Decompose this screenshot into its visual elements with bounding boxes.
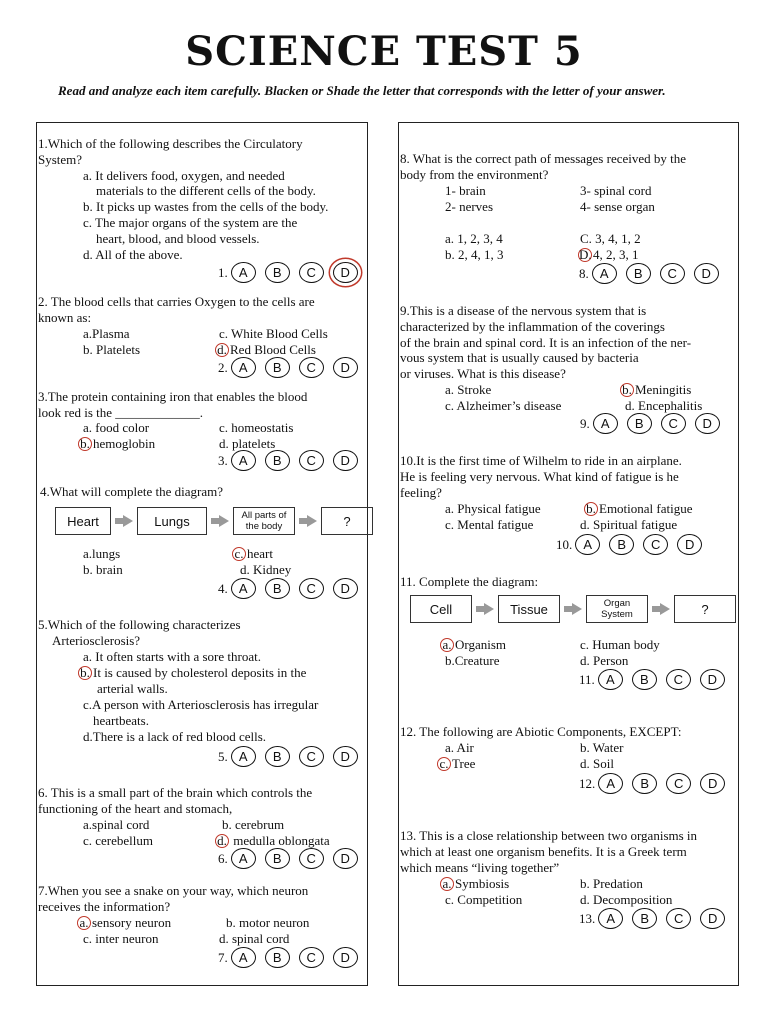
- q12-option-c-text: Tree: [452, 756, 476, 771]
- q9-option-a: a. Stroke: [445, 382, 492, 397]
- q9-stem-5: or viruses. What is this disease?: [400, 366, 566, 382]
- arrow-icon: [123, 515, 133, 527]
- arrow-icon: [219, 515, 229, 527]
- answer-bubble-c[interactable]: C: [299, 357, 324, 378]
- q11-diagram: [410, 595, 736, 623]
- answer-bubble-b[interactable]: B: [265, 262, 290, 283]
- q3-option-b: [78, 436, 155, 452]
- answer-bubble-a[interactable]: A: [598, 908, 623, 929]
- q8-option-c: C. 3, 4, 1, 2: [580, 231, 641, 246]
- q8-option-b: b. 2, 4, 1, 3: [445, 247, 504, 262]
- q1-option-a-cont: materials to the different cells of the body.: [96, 183, 316, 199]
- answer-bubble-c[interactable]: C: [299, 578, 324, 599]
- answer-mark: a.: [440, 877, 454, 891]
- q7-option-d: d. spinal cord: [219, 931, 290, 946]
- q4-option-b: b. brain: [83, 562, 123, 577]
- answer-bubble-b[interactable]: B: [265, 746, 290, 767]
- q7-stem: 7.When you see a snake on your way, which neuron: [38, 883, 309, 898]
- answer-bubble-a[interactable]: A: [231, 848, 256, 869]
- answer-number: 1.: [218, 264, 228, 280]
- answer-bubble-a[interactable]: A: [593, 413, 618, 434]
- question-1: [38, 136, 366, 262]
- diagram-box-cell: Cell: [410, 595, 472, 623]
- q8-stem-cont: body from the environment?: [400, 166, 549, 182]
- arrow-icon: [307, 515, 317, 527]
- q7-option-c: c. inter neuron: [83, 931, 159, 946]
- diagram-box-question: ?: [674, 595, 736, 623]
- q13-option-a-text: Symbiosis: [455, 876, 510, 891]
- diagram-box-question: ?: [321, 507, 373, 535]
- q2-option-a: a.Plasma: [83, 326, 130, 341]
- q1-stem-cont: System?: [38, 151, 83, 167]
- answer-bubble-a[interactable]: A: [598, 669, 623, 690]
- q5-option-b-text: It is caused by cholesterol deposits in the: [93, 665, 307, 680]
- question-6: [38, 785, 366, 817]
- answer-bubble-d[interactable]: D: [333, 848, 358, 869]
- q8-list-3: 3- spinal cord: [580, 183, 652, 198]
- answer-bubble-b[interactable]: B: [609, 534, 634, 555]
- answer-number: 5.: [218, 748, 228, 764]
- q6-option-c: c. cerebellum: [83, 833, 154, 848]
- q13-stem-2: which at least one organism benefits. It is a Greek term: [400, 843, 687, 859]
- q1-option-d: d. All of the above.: [83, 246, 183, 262]
- q6-stem: 6. This is a small part of the brain which controls the: [38, 785, 313, 800]
- q12-option-b: b. Water: [580, 740, 624, 755]
- q9-option-b-text: Meningitis: [635, 382, 692, 397]
- answer-mark: b.: [620, 383, 634, 397]
- answer-mark: c.: [437, 757, 451, 771]
- q1-option-a: a. It delivers food, oxygen, and needed: [83, 167, 285, 183]
- answer-bubble-b[interactable]: B: [627, 413, 652, 434]
- answer-bubble-b[interactable]: B: [265, 357, 290, 378]
- q9-stem-3: of the brain and spinal cord. It is an infection of the ner-: [400, 334, 692, 350]
- q5-stem-cont: Arteriosclerosis?: [52, 632, 141, 648]
- q5-option-b-cont: arterial walls.: [97, 681, 168, 696]
- answer-bubble-b[interactable]: B: [632, 908, 657, 929]
- arrow-icon: [484, 603, 494, 615]
- q13-stem-1: 13. This is a close relationship between two organisms in: [400, 828, 698, 843]
- q4-option-c-text: heart: [247, 546, 273, 561]
- arrow-icon: [660, 603, 670, 615]
- q12-option-c: [437, 756, 475, 772]
- diagram-box-tissue: Tissue: [498, 595, 560, 623]
- answer-number: 13.: [579, 910, 596, 926]
- answer-number: 3.: [218, 452, 228, 468]
- q12-stem: 12. The following are Abiotic Components, EXCEPT:: [400, 724, 682, 739]
- answer-row-1: [218, 262, 367, 283]
- answer-bubble-a[interactable]: A: [598, 773, 623, 794]
- q9-option-b: [620, 382, 691, 398]
- q9-option-d: d. Encephalitis: [625, 398, 703, 413]
- answer-bubble-a[interactable]: A: [231, 578, 256, 599]
- q6-option-b: b. cerebrum: [222, 817, 285, 832]
- answer-bubble-a[interactable]: A: [575, 534, 600, 555]
- answer-row-12: [579, 773, 734, 794]
- q10-stem-3: feeling?: [400, 484, 442, 500]
- answer-row-6: [218, 848, 367, 869]
- answer-mark: a.: [77, 916, 91, 930]
- answer-row-7: [218, 947, 367, 968]
- answer-number: 7.: [218, 949, 228, 965]
- q2-option-b: b. Platelets: [83, 342, 141, 357]
- q1-stem: 1.Which of the following describes the Circulatory: [38, 136, 303, 151]
- q13-option-c: c. Competition: [445, 892, 523, 907]
- q5-option-c: c.A person with Arteriosclerosis has irregular: [83, 697, 319, 712]
- q2-option-d: [215, 342, 316, 358]
- answer-row-3: [218, 450, 367, 471]
- instructions: Read and analyze each item carefully. Blacken or Shade the letter that corresponds with the letter of your answer.: [58, 83, 666, 98]
- answer-mark: c.: [232, 547, 246, 561]
- answer-bubble-a[interactable]: A: [231, 746, 256, 767]
- q4-stem: 4.What will complete the diagram?: [40, 484, 224, 499]
- q11-option-b: b.Creature: [445, 653, 500, 668]
- q7-stem-cont: receives the information?: [38, 898, 171, 914]
- answer-mark: b.: [78, 437, 92, 451]
- answer-bubble-d[interactable]: D: [700, 773, 725, 794]
- q13-option-a: [440, 876, 509, 892]
- answer-number: 2.: [218, 359, 228, 375]
- answer-number: 10.: [556, 536, 573, 552]
- q11-option-d: d. Person: [580, 653, 629, 668]
- q8-stem: 8. What is the correct path of messages received by the: [400, 151, 687, 166]
- answer-mark: d.: [215, 834, 229, 848]
- answer-bubble-b[interactable]: B: [265, 848, 290, 869]
- q4-option-c: [232, 546, 273, 562]
- answer-bubble-b[interactable]: B: [632, 669, 657, 690]
- q13-stem-3: which means “living together”: [400, 859, 560, 875]
- answer-mark: d.: [215, 343, 229, 357]
- q6-option-d: [215, 833, 330, 849]
- q3-option-d: d. platelets: [219, 436, 276, 451]
- answer-mark: D.: [579, 247, 592, 262]
- answer-bubble-a[interactable]: A: [231, 262, 256, 283]
- q8-list-2: 2- nerves: [445, 199, 494, 214]
- answer-bubble-c[interactable]: C: [666, 773, 691, 794]
- answer-mark: b.: [78, 666, 92, 680]
- q2-option-d-text: Red Blood Cells: [230, 342, 316, 357]
- answer-row-5: [218, 746, 367, 767]
- arrow-icon: [572, 603, 582, 615]
- q6-option-d-text: medulla oblongata: [233, 833, 330, 848]
- question-5: [38, 617, 366, 649]
- q13-option-b: b. Predation: [580, 876, 643, 891]
- q12-option-d: d. Soil: [580, 756, 614, 771]
- q2-option-c: c. White Blood Cells: [219, 326, 328, 341]
- q5-option-b: [78, 665, 306, 681]
- q5-option-d: d.There is a lack of red blood cells.: [83, 729, 267, 744]
- answer-bubble-c[interactable]: C: [660, 263, 685, 284]
- q1-option-c: c. The major organs of the system are the: [83, 214, 298, 230]
- answer-bubble-d[interactable]: D: [333, 746, 358, 767]
- q10-stem-2: He is feeling very nervous. What kind of fatigue is he: [400, 468, 679, 484]
- answer-bubble-c[interactable]: C: [299, 450, 324, 471]
- q5-option-c-cont: heartbeats.: [93, 713, 149, 728]
- answer-bubble-d[interactable]: D: [333, 578, 358, 599]
- question-3: [38, 389, 366, 421]
- answer-bubble-b[interactable]: B: [626, 263, 651, 284]
- answer-number: 8.: [579, 265, 589, 281]
- answer-number: 12.: [579, 775, 596, 791]
- diagram-box-lungs: Lungs: [137, 507, 207, 535]
- q8-option-a: a. 1, 2, 3, 4: [445, 231, 503, 246]
- q10-stem-1: 10.It is the first time of Wilhelm to ride in an airplane.: [400, 453, 682, 468]
- answer-bubble-c[interactable]: C: [666, 908, 691, 929]
- answer-bubble-d[interactable]: D: [333, 262, 358, 283]
- answer-bubble-d[interactable]: D: [333, 947, 358, 968]
- answer-bubble-d[interactable]: D: [333, 357, 358, 378]
- question-2: [38, 294, 366, 326]
- q2-stem: 2. The blood cells that carries Oxygen to the cells are: [38, 294, 315, 309]
- question-13: [400, 828, 737, 875]
- answer-bubble-c[interactable]: C: [299, 746, 324, 767]
- answer-bubble-b[interactable]: B: [265, 450, 290, 471]
- answer-bubble-c[interactable]: C: [643, 534, 668, 555]
- answer-bubble-d[interactable]: D: [677, 534, 702, 555]
- answer-bubble-a[interactable]: A: [231, 947, 256, 968]
- answer-number: 4.: [218, 580, 228, 596]
- q8-list-4: 4- sense organ: [580, 199, 655, 214]
- q2-stem-cont: known as:: [38, 309, 92, 325]
- question-10: [400, 453, 737, 500]
- answer-number: 6.: [218, 850, 228, 866]
- q9-stem-4: vous system that is usually caused by bacteria: [400, 350, 639, 366]
- answer-bubble-d[interactable]: D: [700, 908, 725, 929]
- q3-stem-cont: look red is the _____________.: [38, 404, 204, 420]
- answer-number: 11.: [579, 671, 595, 687]
- q10-option-b: [584, 501, 693, 517]
- answer-bubble-d[interactable]: D: [694, 263, 719, 284]
- q11-option-c: c. Human body: [580, 637, 660, 652]
- question-7: [38, 883, 366, 915]
- q4-diagram: [55, 507, 373, 535]
- q3-option-a: a. food color: [83, 420, 150, 435]
- answer-row-13: [579, 908, 734, 929]
- q5-stem: 5.Which of the following characterizes: [38, 617, 241, 632]
- q3-option-b-text: hemoglobin: [93, 436, 156, 451]
- q12-option-a: a. Air: [445, 740, 474, 755]
- q6-stem-cont: functioning of the heart and stomach,: [38, 800, 233, 816]
- q4-option-a: a.lungs: [83, 546, 121, 561]
- q10-option-a: a. Physical fatigue: [445, 501, 541, 516]
- answer-bubble-c[interactable]: C: [666, 669, 691, 690]
- answer-bubble-d[interactable]: D: [700, 669, 725, 690]
- answer-bubble-c[interactable]: C: [299, 848, 324, 869]
- diagram-box-heart: Heart: [55, 507, 111, 535]
- answer-row-9: [580, 413, 729, 434]
- answer-bubble-c[interactable]: C: [661, 413, 686, 434]
- q8-option-d: [578, 247, 639, 263]
- answer-number: 9.: [580, 415, 590, 431]
- answer-bubble-a[interactable]: A: [231, 450, 256, 471]
- answer-row-8: [579, 263, 728, 284]
- q11-option-a-text: Organism: [455, 637, 507, 652]
- answer-row-2: [218, 357, 367, 378]
- answer-bubble-a[interactable]: A: [592, 263, 617, 284]
- q1-option-b: b. It picks up wastes from the cells of the body.: [83, 199, 329, 215]
- q10-option-d: d. Spiritual fatigue: [580, 517, 678, 532]
- answer-row-10: [556, 534, 711, 555]
- q7-option-b: b. motor neuron: [226, 915, 310, 930]
- answer-mark: a.: [440, 638, 454, 652]
- q8-list-1: 1- brain: [445, 183, 486, 198]
- q8-option-d-text: 4, 2, 3, 1: [593, 247, 639, 262]
- diagram-box-all-parts: All parts of the body: [233, 507, 295, 535]
- q3-stem: 3.The protein containing iron that enables the blood: [38, 389, 308, 404]
- question-9: [400, 303, 737, 382]
- q9-option-c: c. Alzheimer’s disease: [445, 398, 562, 413]
- answer-bubble-a[interactable]: A: [231, 357, 256, 378]
- q7-option-a-text: sensory neuron: [92, 915, 172, 930]
- q11-stem: 11. Complete the diagram:: [400, 574, 539, 589]
- answer-bubble-b[interactable]: B: [265, 578, 290, 599]
- q10-option-b-text: Emotional fatigue: [599, 501, 693, 516]
- answer-bubble-b[interactable]: B: [265, 947, 290, 968]
- diagram-box-organ-system: Organ System: [586, 595, 648, 623]
- answer-bubble-d[interactable]: D: [695, 413, 720, 434]
- q4-option-d: d. Kidney: [240, 562, 292, 577]
- q6-option-a: a.spinal cord: [83, 817, 150, 832]
- q13-option-d: d. Decomposition: [580, 892, 673, 907]
- q3-option-c: c. homeostatis: [219, 420, 294, 435]
- q9-stem-2: characterized by the inflammation of the coverings: [400, 318, 665, 334]
- q10-option-c: c. Mental fatigue: [445, 517, 534, 532]
- answer-bubble-c[interactable]: C: [299, 947, 324, 968]
- page-title: SCIENCE TEST 5: [185, 28, 583, 75]
- q5-option-a: a. It often starts with a sore throat.: [83, 649, 261, 664]
- q9-stem-1: 9.This is a disease of the nervous system that is: [400, 303, 647, 318]
- answer-bubble-d[interactable]: D: [333, 450, 358, 471]
- answer-row-11: [579, 669, 734, 690]
- question-8: [400, 151, 737, 183]
- q1-option-c-cont: heart, blood, and blood vessels.: [96, 230, 260, 246]
- answer-row-4: [218, 578, 367, 599]
- q7-option-a: [77, 915, 171, 931]
- answer-bubble-b[interactable]: B: [632, 773, 657, 794]
- q11-option-a: [440, 637, 506, 653]
- answer-bubble-c[interactable]: C: [299, 262, 324, 283]
- answer-mark: b.: [584, 502, 598, 516]
